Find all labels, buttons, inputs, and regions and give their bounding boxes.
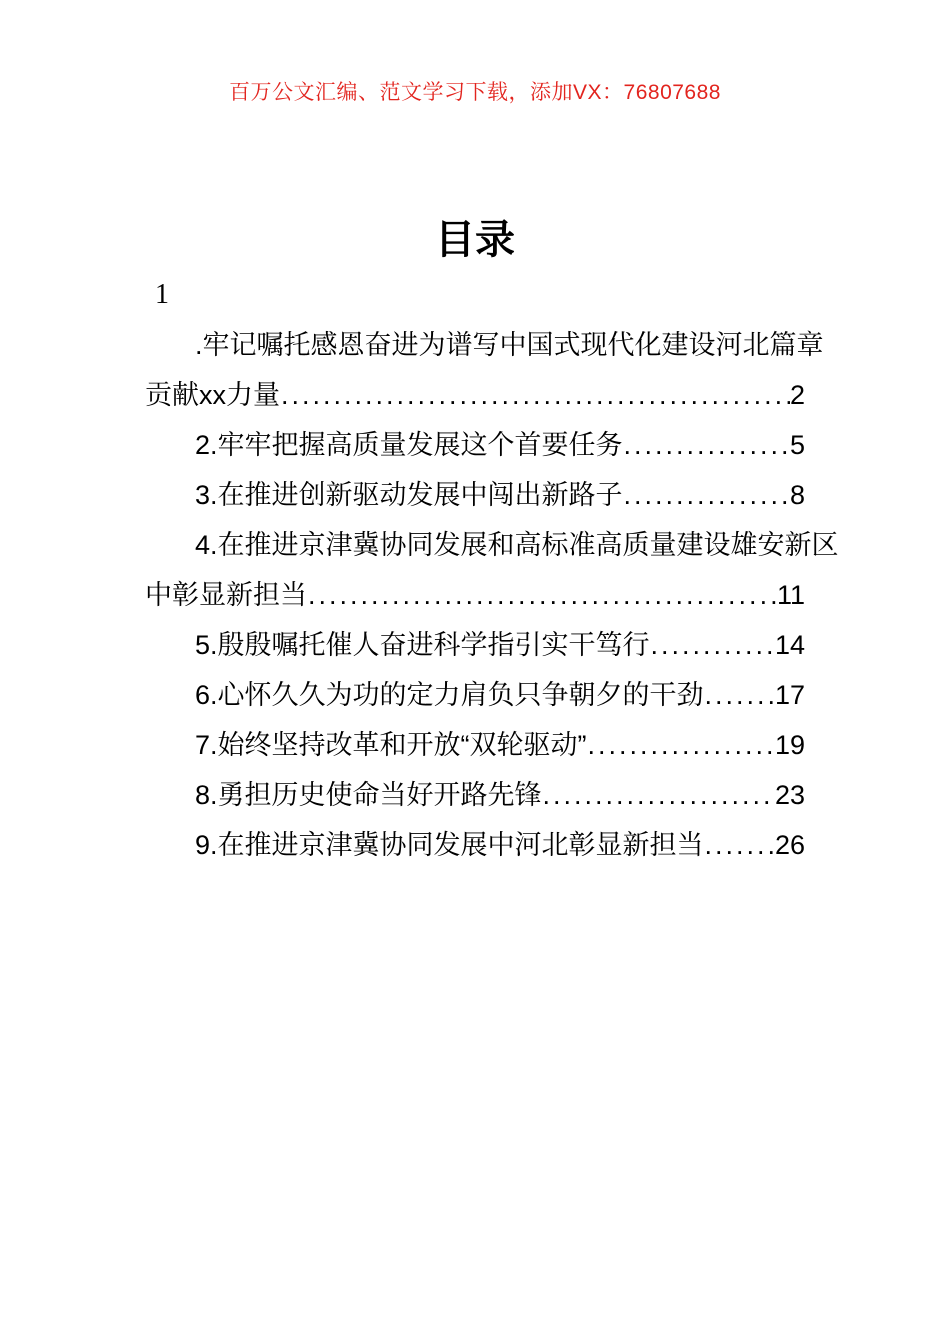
toc-page-number: 14 [774, 630, 805, 660]
toc-entry-text: 贡献xx力量 [145, 380, 280, 410]
toc-entry-text: 8.勇担历史使命当好开路先锋 [195, 780, 542, 810]
toc-entry-text: 中彰显新担当 [145, 580, 307, 610]
dot-leader [281, 370, 790, 420]
dot-leader [543, 770, 775, 820]
toc-page-number: 5 [789, 430, 805, 460]
dot-leader [651, 620, 775, 670]
toc-entry-9 [145, 820, 805, 870]
toc-page-number: 8 [789, 480, 805, 510]
toc-entry-7 [145, 720, 805, 770]
dot-leader [588, 720, 775, 770]
toc-entry-text: 2.牢牢把握高质量发展这个首要任务 [195, 430, 623, 460]
toc-entry-5 [145, 620, 805, 670]
toc-entry-4-line-1: 4.在推进京津冀协同发展和高标准高质量建设雄安新区 [195, 530, 839, 560]
toc-page-number: 2 [789, 380, 805, 410]
toc-stray-number: 1 [155, 279, 169, 310]
dot-leader [308, 570, 777, 620]
dot-leader [624, 420, 790, 470]
toc-page-number: 23 [774, 780, 805, 810]
toc-entry-3 [145, 470, 805, 520]
toc-entry-text: 7.始终坚持改革和开放“双轮驱动” [195, 730, 587, 760]
toc-entry-text: 6.心怀久久为功的定力肩负只争朝夕的干劲 [195, 680, 704, 710]
toc-entry-1-line-2 [145, 370, 805, 420]
dot-leader [624, 470, 790, 520]
dot-leader [705, 670, 775, 720]
dot-leader [705, 820, 775, 870]
toc-entry-4-line-2 [145, 570, 805, 620]
toc-entry-8 [145, 770, 805, 820]
table-of-contents [145, 270, 839, 870]
toc-page-number: 26 [774, 830, 805, 860]
toc-entry-text: 3.在推进创新驱动发展中闯出新路子 [195, 480, 623, 510]
toc-entry-text: 9.在推进京津冀协同发展中河北彰显新担当 [195, 830, 704, 860]
toc-entry-6 [145, 670, 805, 720]
promo-banner-text: 百万公文汇编、范文学习下载，添加VX：76807688 [229, 81, 721, 104]
page-title: 目录 [435, 218, 515, 262]
toc-entry-2 [145, 420, 805, 470]
toc-page-number: 17 [774, 680, 805, 710]
toc-entry-1-line-1: .牢记嘱托感恩奋进为谱写中国式现代化建设河北篇章 [195, 330, 824, 360]
toc-page-number: 11 [776, 580, 805, 610]
toc-entry-text: 5.殷殷嘱托催人奋进科学指引实干笃行 [195, 630, 650, 660]
toc-page-number: 19 [774, 730, 805, 760]
